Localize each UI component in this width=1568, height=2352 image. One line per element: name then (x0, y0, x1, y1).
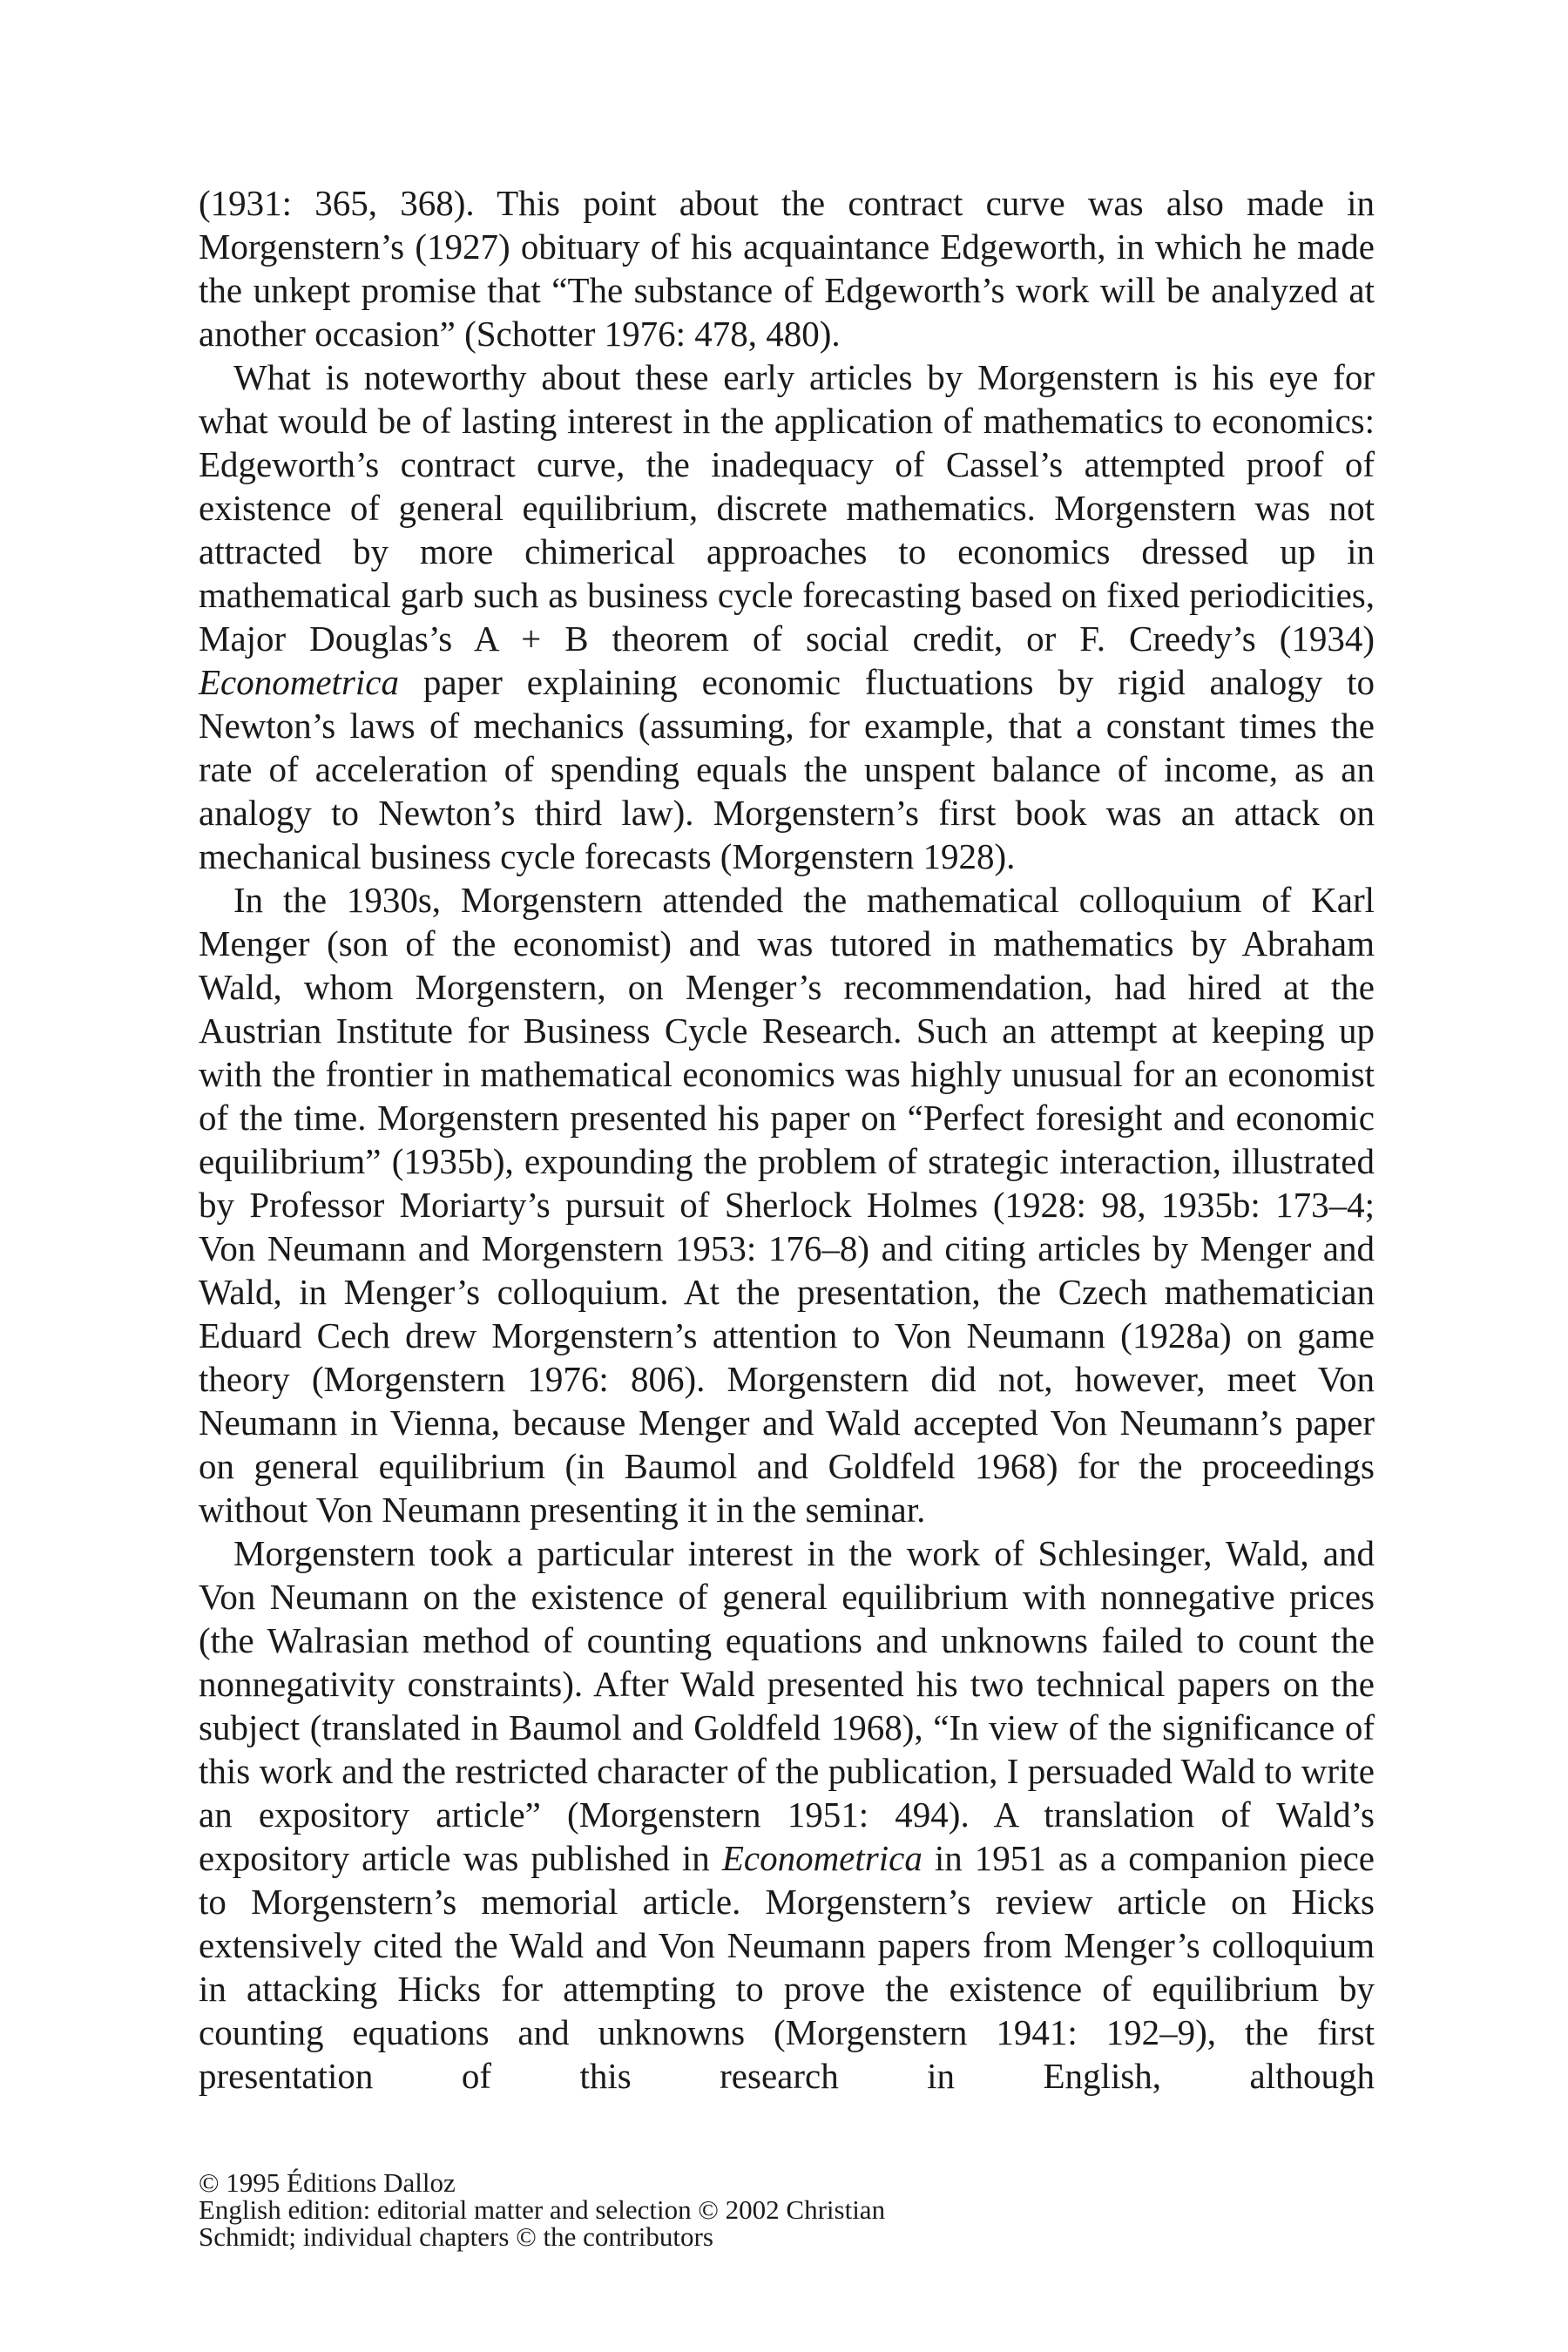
copyright-footer (199, 2169, 1157, 2250)
paragraph-2-run-3: paper explaining economic fluctuations by rigid analogy to Newton’s laws of mechanics (assuming, for example, that a constant times the rate of acceleration of spending equals the unspent balance of income, as an analogy to Newton’s third law). Morgenstern’s first book was an attack on mechanical business cycle forecasts (Morgenstern 1928). (199, 662, 1375, 876)
paragraph-4-run-1: Morgenstern took a particular interest in the work of Schlesinger, Wald, and Von Neumann on the existence of general equilibrium with nonnegative prices (the Walrasian method of counting equations and unknowns failed to count the nonnegativity constraints). After Wald presented his two technical papers on the subject (translated in Baumol and Goldfeld 1968), “In view of the significance of this work and the restricted character of the publication, I persuaded Wald to write an expository article” (Morgenstern 1951: 494). A translation of Wald’s expository article was published in (199, 1533, 1375, 1878)
paragraph-4-run-3: in 1951 as a companion piece to Morgenstern’s memorial article. Morgenstern’s review article on Hicks extensively cited the Wald and Von Neumann papers from Menger’s colloquium in attacking Hicks for attempting to prove the existence of equilibrium by counting equations and unknowns (Morgenstern 1941: 192–9), the first presentation of this research in English, although (199, 1838, 1375, 2096)
copyright-line-3: Schmidt; individual chapters © the contributors (199, 2221, 713, 2252)
paragraph-1 (199, 181, 1375, 355)
body-text (199, 181, 1375, 2098)
paragraph-1-run-1: (1931: 365, 368). This point about the contract curve was also made in Morgenstern’s (1927) obituary of his acquaintance Edgeworth, in which he made the unkept promise that “The substance of Edgeworth’s work will be analyzed at another occasion” (Schotter 1976: 478, 480). (199, 183, 1375, 354)
page-body (199, 181, 1375, 2098)
paragraph-2 (199, 355, 1375, 878)
paragraph-4 (199, 1531, 1375, 2098)
journal-title-econometrica: Econometrica (721, 1838, 923, 1878)
journal-title-econometrica: Econometrica (199, 662, 399, 702)
paragraph-2-run-1: What is noteworthy about these early articles by Morgenstern is his eye for what would be of lasting interest in the application of mathematics to economics: Edgeworth’s contract curve, the inadequacy of Cassel’s attempted proof of existence of general equilibrium, discrete mathematics. Morgenstern was not attracted by more chimerical approaches to economics dressed up in mathematical garb such as business cycle forecasting based on fixed periodicities, Major Douglas’s A + B theorem of social credit, or F. Creedy’s (1934) (199, 357, 1375, 659)
paragraph-3-run-1: In the 1930s, Morgenstern attended the mathematical colloquium of Karl Menger (son of the economist) and was tutored in mathematics by Abraham Wald, whom Morgenstern, on Menger’s recommendation, had hired at the Austrian Institute for Business Cycle Research. Such an attempt at keeping up with the frontier in mathematical economics was highly unusual for an economist of the time. Morgenstern presented his paper on “Perfect foresight and economic equilibrium” (1935b), expounding the problem of strategic interaction, illustrated by Professor Moriarty’s pursuit of Sherlock Holmes (1928: 98, 1935b: 173–4; Von Neumann and Morgenstern 1953: 176–8) and citing articles by Menger and Wald, in Menger’s colloquium. At the presentation, the Czech mathematician Eduard Cech drew Morgenstern’s attention to Von Neumann (1928a) on game theory (Morgenstern 1976: 806). Morgenstern did not, however, meet Von Neumann in Vienna, because Menger and Wald accepted Von Neumann’s paper on general equilibrium (in Baumol and Goldfeld 1968) for the proceedings without Von Neumann presenting it in the seminar. (199, 880, 1375, 1530)
paragraph-3 (199, 878, 1375, 1531)
copyright-line-2: English edition: editorial matter and selection © 2002 Christian (199, 2194, 886, 2225)
copyright-line-1: © 1995 Éditions Dalloz (199, 2167, 456, 2198)
